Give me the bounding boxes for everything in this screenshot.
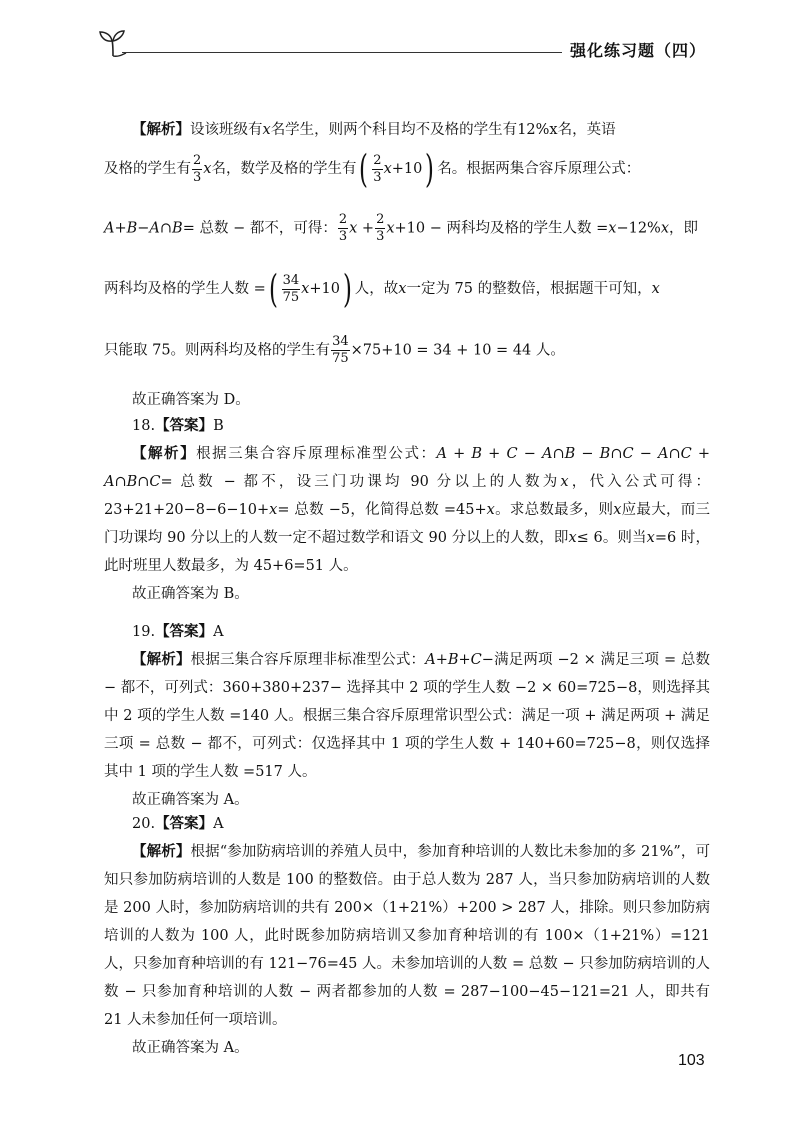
q20-block bbox=[104, 810, 710, 1062]
page-number: 103 bbox=[678, 1052, 705, 1069]
q20-answer-line: 20.【答案】A bbox=[132, 816, 224, 832]
q17-line-3: A+B−A∩B= 总数 − 都不，可得： $\frac{2}{3}$ x + $\frac{2}{3}$ x+10 − 两科均及格的学生人数 =x−12%x，即 bbox=[104, 212, 699, 244]
q19-answer-line: 19.【答案】A bbox=[132, 624, 224, 640]
q17-answer: 故正确答案为 D。 bbox=[132, 392, 250, 408]
fraction: $\frac{2}{3}$ bbox=[373, 152, 382, 185]
q17-line-1: 【解析】设该班级有x名学生，则两个科目均不及格的学生有12%x名，英语 bbox=[132, 122, 616, 138]
q20-analysis: 【解析】根据“参加防病培训的养殖人员中，参加育种培训的人数比未参加的多 21%”，可知只参加防病培训的人数是 100 的整数倍。由于总人数为 287 人，当只参加防病培训的人数是 200 人时，参加防病培训的共有 200×（1+21%）+200 > 287 人，排除。则只参加防病培训的人数为 100 人，此时既参加防病培训又参加育种培训的有 100×（1+21%）=121 人，只参加育种培训的有 121−76=45 人。未参加培训的人数 = 总数 − 只参加防病培训的人数 − 只参加育种培训的人数 − 两者都参加的人数 = 287−100−45−121=21 人，即共有 21 人未参加任何一项培训。 bbox=[104, 844, 711, 1028]
q18-block bbox=[104, 412, 710, 608]
header-rule bbox=[122, 52, 562, 53]
q18-analysis: 【解析】根据三集合容斥原理标准型公式：A + B + C − A∩B − B∩C − A∩C + A∩B∩C= 总数 − 都不，设三门功课均 90 分以上的人数为x，代入公式可得：23+21+20−8−6−10+x= 总数 −5，化简得总数 =45+x。求总数最多，则x应最大，而三门功课均 90 分以上的人数一定不超过数学和语文 90 分以上的人数，即x≤ 6。则当x=6 时，此时班里人数最多，为 45+6=51 人。 bbox=[104, 446, 711, 574]
fraction: $\frac{2}{3}$ bbox=[193, 152, 202, 185]
sprout-icon bbox=[96, 28, 130, 58]
q19-analysis: 【解析】根据三集合容斥原理非标准型公式：A+B+C−满足两项 −2 × 满足三项 = 总数 − 都不，可列式：360+380+237− 选择其中 2 项的学生人数 −2 × 60=725−8，则选择其中 2 项的学生人数 =140 人。根据三集合容斥原理常识型公式：满足一项 + 满足两项 + 满足三项 = 总数 − 都不，可列式：仅选择其中 1 项的学生人数 + 140+60=725−8，则仅选择其中 1 项的学生人数 =517 人。 bbox=[104, 652, 711, 780]
fraction: $\frac{2}{3}$ bbox=[338, 212, 348, 244]
fraction: $\frac{2}{3}$ bbox=[376, 212, 385, 244]
q18-answer-line: 18.【答案】B bbox=[132, 418, 224, 434]
fraction: $\frac{34}{75}$ bbox=[332, 334, 349, 366]
q19-block bbox=[104, 618, 710, 814]
q17-line-4: 两科均及格的学生人数 =( $\frac{34}{75}$ x+10) 人，故x一定为 75 的整数倍，根据题干可知，x bbox=[104, 267, 660, 311]
q18-answer: 故正确答案为 B。 bbox=[132, 586, 249, 602]
header-title: 强化练习题（四） bbox=[570, 41, 707, 60]
fraction: $\frac{34}{75}$ bbox=[282, 272, 300, 305]
q17-line-2: 及格的学生有 $\frac{2}{3}$ x名，数学及格的学生有( $\frac{2}{3}$ x+10) 名。根据两集合容斥原理公式： bbox=[104, 147, 641, 191]
q19-answer: 故正确答案为 A。 bbox=[132, 792, 249, 808]
q17-line-5: 只能取 75。则两科均及格的学生有 $\frac{34}{75}$ ×75+10 = 34 + 10 = 44 人。 bbox=[104, 334, 565, 366]
q20-answer: 故正确答案为 A。 bbox=[132, 1040, 249, 1056]
